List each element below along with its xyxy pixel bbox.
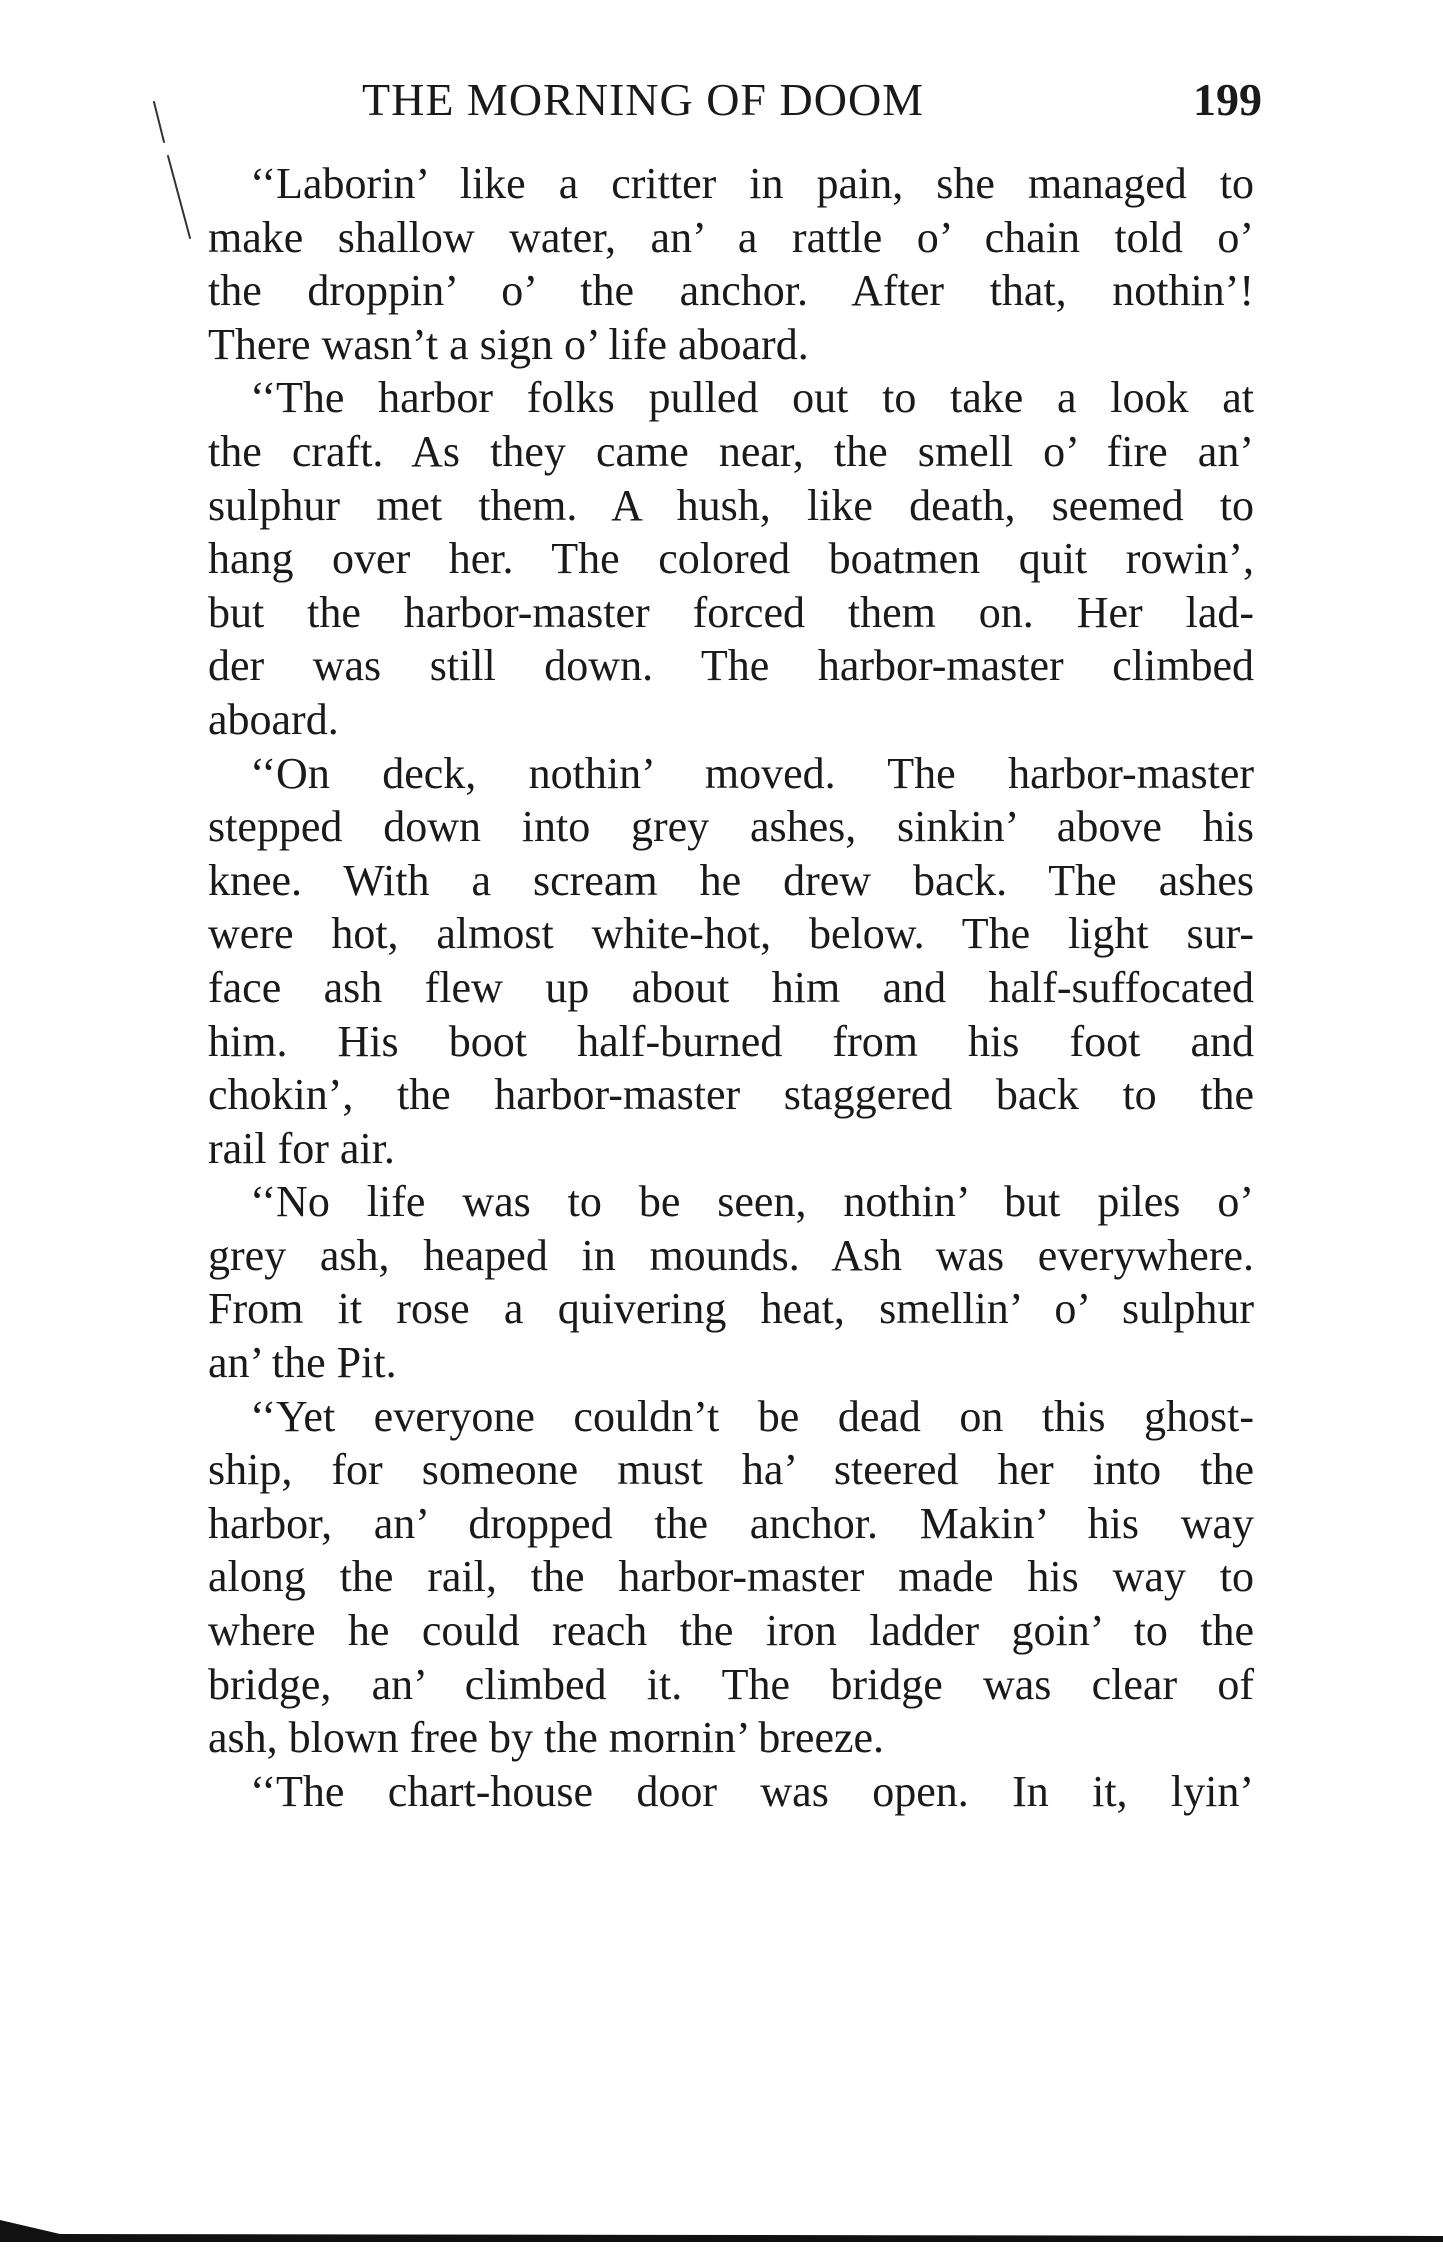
scan-edge-rule xyxy=(0,2210,1443,2252)
text-line: an’ the Pit. xyxy=(208,1338,397,1388)
running-head xyxy=(362,70,1262,130)
paragraph xyxy=(208,1765,1254,1819)
body-text xyxy=(208,157,1254,1818)
text-line: ‘‘The chart-house door was open. In it, lyin’ xyxy=(250,1766,1254,1816)
text-line: ‘‘Laborin’ like a critter in pain, she managed to xyxy=(250,159,1254,208)
paragraph xyxy=(208,1175,1254,1389)
running-title: THE MORNING OF DOOM xyxy=(362,74,925,125)
text-line: where he could reach the iron ladder goin’ to the xyxy=(208,1606,1254,1656)
text-line: ash, blown free by the mornin’ breeze. xyxy=(208,1713,885,1763)
text-line: but the harbor-master forced them on. Her lad- xyxy=(208,587,1254,637)
text-line: the droppin’ o’ the anchor. After that, nothin’! xyxy=(208,266,1254,316)
text-line: harbor, an’ dropped the anchor. Makin’ his way xyxy=(208,1498,1254,1548)
text-line: From it rose a quivering heat, smellin’ o’ sulphur xyxy=(208,1284,1254,1334)
text-line: were hot, almost white-hot, below. The light sur- xyxy=(208,909,1254,959)
text-line: ‘‘No life was to be seen, nothin’ but piles o’ xyxy=(250,1177,1254,1227)
text-line: There wasn’t a sign o’ life aboard. xyxy=(208,319,809,369)
text-line: the craft. As they came near, the smell o’ fire an’ xyxy=(208,426,1254,476)
text-line: bridge, an’ climbed it. The bridge was clear of xyxy=(208,1659,1254,1709)
margin-pencil-mark xyxy=(150,100,210,250)
text-line: face ash flew up about him and half-suffocated xyxy=(208,962,1254,1012)
text-line: aboard. xyxy=(208,694,339,744)
text-line: ‘‘On deck, nothin’ moved. The harbor-master xyxy=(250,748,1254,798)
paragraph xyxy=(208,747,1254,1176)
paragraph xyxy=(208,371,1254,746)
text-line: stepped down into grey ashes, sinkin’ above his xyxy=(208,802,1254,852)
page-number: 199 xyxy=(1193,74,1262,125)
text-line: sulphur met them. A hush, like death, seemed to xyxy=(208,480,1254,530)
text-line: rail for air. xyxy=(208,1123,395,1173)
text-line: ‘‘Yet everyone couldn’t be dead on this ghost- xyxy=(250,1391,1254,1441)
text-line: der was still down. The harbor-master climbed xyxy=(208,641,1254,691)
paragraph xyxy=(208,1390,1254,1765)
text-line: along the rail, the harbor-master made his way to xyxy=(208,1552,1254,1602)
text-line: hang over her. The colored boatmen quit rowin’, xyxy=(208,534,1254,584)
text-line: ship, for someone must ha’ steered her into the xyxy=(208,1445,1254,1495)
text-line: grey ash, heaped in mounds. Ash was everywhere. xyxy=(208,1230,1254,1280)
text-line: chokin’, the harbor-master staggered back to the xyxy=(208,1070,1254,1120)
text-line: him. His boot half-burned from his foot and xyxy=(208,1016,1254,1066)
text-line: knee. With a scream he drew back. The ashes xyxy=(208,855,1254,905)
text-line: make shallow water, an’ a rattle o’ chain told o’ xyxy=(208,212,1254,262)
paragraph xyxy=(208,157,1254,371)
text-line: ‘‘The harbor folks pulled out to take a look at xyxy=(250,373,1254,423)
